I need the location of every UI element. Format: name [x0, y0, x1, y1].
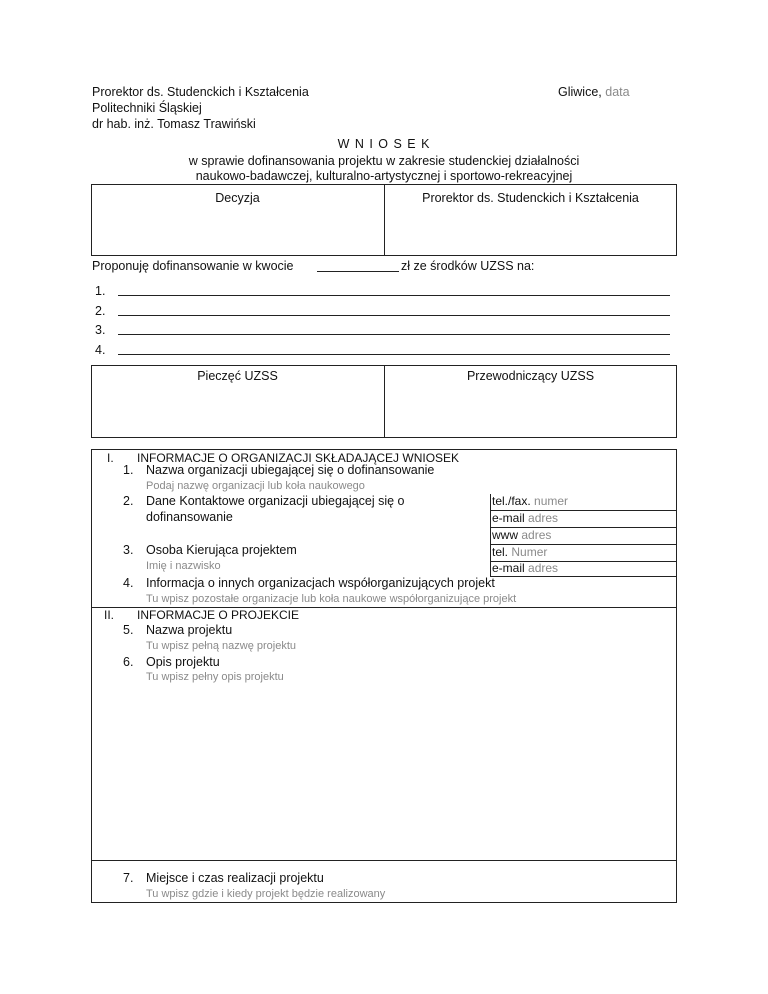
- addressee-line-3: dr hab. inż. Tomasz Trawiński: [92, 117, 256, 131]
- addressee-line-1: Prorektor ds. Studenckich i Kształcenia: [92, 85, 309, 99]
- description-divider: [91, 860, 677, 861]
- proposal-line-4[interactable]: [118, 354, 670, 355]
- place-time-field[interactable]: Tu wpisz gdzie i kiedy projekt będzie realizowany: [146, 888, 386, 900]
- date-field[interactable]: data: [605, 85, 630, 99]
- org-tel-fax: [492, 494, 568, 509]
- item-6-label: Opis projektu: [146, 655, 220, 669]
- leader-tel-label: tel.: [492, 545, 509, 559]
- proposal-suffix: zł ze środków UZSS na:: [401, 259, 535, 273]
- leader-email: [492, 561, 558, 576]
- proposal-line-1[interactable]: [118, 295, 670, 296]
- item-3-number: 3.: [123, 543, 134, 557]
- document-title: W N I O S E K: [337, 137, 431, 151]
- item-5-label: Nazwa projektu: [146, 623, 233, 637]
- tel-fax-label: tel./fax.: [492, 494, 531, 508]
- contact-column-divider: [490, 494, 491, 576]
- section-2-title: INFORMACJE O PROJEKCIE: [137, 608, 300, 622]
- leader-email-label: e-mail: [492, 561, 525, 575]
- tel-fax-field[interactable]: numer: [534, 494, 569, 508]
- org-www: [492, 528, 551, 543]
- email-field[interactable]: adres: [528, 511, 559, 525]
- proposal-line-3[interactable]: [118, 334, 670, 335]
- item-4-number: 4.: [123, 576, 134, 590]
- org-email: [492, 511, 558, 526]
- proposal-line-2[interactable]: [118, 315, 670, 316]
- subtitle-line-2: naukowo-badawczej, kulturalno-artystycznej i sportowo-rekreacyjnej: [195, 169, 573, 183]
- item-1-number: 1.: [123, 463, 134, 477]
- item-7-number: 7.: [123, 871, 134, 885]
- co-organizers-field[interactable]: Tu wpisz pozostałe organizacje lub koła naukowe współorganizujące projekt: [146, 593, 517, 605]
- section-2-number: II.: [104, 608, 115, 622]
- item-6-number: 6.: [123, 655, 134, 669]
- proposal-prefix: Proponuję dofinansowanie w kwocie: [92, 259, 294, 273]
- item-4-label: Informacja o innych organizacjach współorganizujących projekt: [146, 576, 495, 590]
- item-5-number: 5.: [123, 623, 134, 637]
- section-1-title: INFORMACJE O ORGANIZACJI SKŁADAJĄCEJ WNIOSEK: [137, 451, 460, 465]
- section-1-number: I.: [107, 451, 114, 465]
- city-label: Gliwice,: [558, 85, 602, 99]
- leader-email-field[interactable]: adres: [528, 561, 559, 575]
- place-date: [558, 84, 630, 100]
- list-item-number: 4.: [95, 343, 106, 357]
- addressee-line-2: Politechniki Śląskiej: [92, 101, 202, 115]
- subtitle-line-1: w sprawie dofinansowania projektu w zakresie studenckiej działalności: [188, 154, 580, 168]
- list-item-number: 2.: [95, 304, 106, 318]
- item-2-number: 2.: [123, 494, 134, 508]
- email-label: e-mail: [492, 511, 525, 525]
- www-field[interactable]: adres: [521, 528, 552, 542]
- www-label: www: [492, 528, 518, 542]
- project-description-field[interactable]: Tu wpisz pełny opis projektu: [146, 671, 284, 683]
- decision-label: Decyzja: [215, 191, 260, 205]
- project-leader-field[interactable]: Imię i nazwisko: [146, 560, 221, 572]
- item-2-label-line-1: Dane Kontaktowe organizacji ubiegającej się o: [146, 494, 405, 508]
- list-item-number: 3.: [95, 323, 106, 337]
- chairman-label: Przewodniczący UZSS: [466, 369, 595, 383]
- amount-field[interactable]: [317, 271, 399, 272]
- organization-name-field[interactable]: Podaj nazwę organizacji lub koła naukowego: [146, 480, 365, 492]
- list-item-number: 1.: [95, 284, 106, 298]
- contact-divider: [490, 576, 677, 577]
- addressee-block: [92, 84, 309, 132]
- leader-tel-field[interactable]: Numer: [511, 545, 548, 559]
- item-7-label: Miejsce i czas realizacji projektu: [146, 871, 324, 885]
- project-name-field[interactable]: Tu wpisz pełną nazwę projektu: [146, 640, 297, 652]
- stamp-label: Pieczęć UZSS: [197, 369, 278, 383]
- item-3-label: Osoba Kierująca projektem: [146, 543, 297, 557]
- vice-rector-label: Prorektor ds. Studenckich i Kształcenia: [422, 191, 639, 205]
- item-2-label-line-2: dofinansowanie: [146, 510, 233, 524]
- leader-tel: [492, 545, 547, 560]
- item-1-label: Nazwa organizacji ubiegającej się o dofinansowanie: [146, 463, 435, 477]
